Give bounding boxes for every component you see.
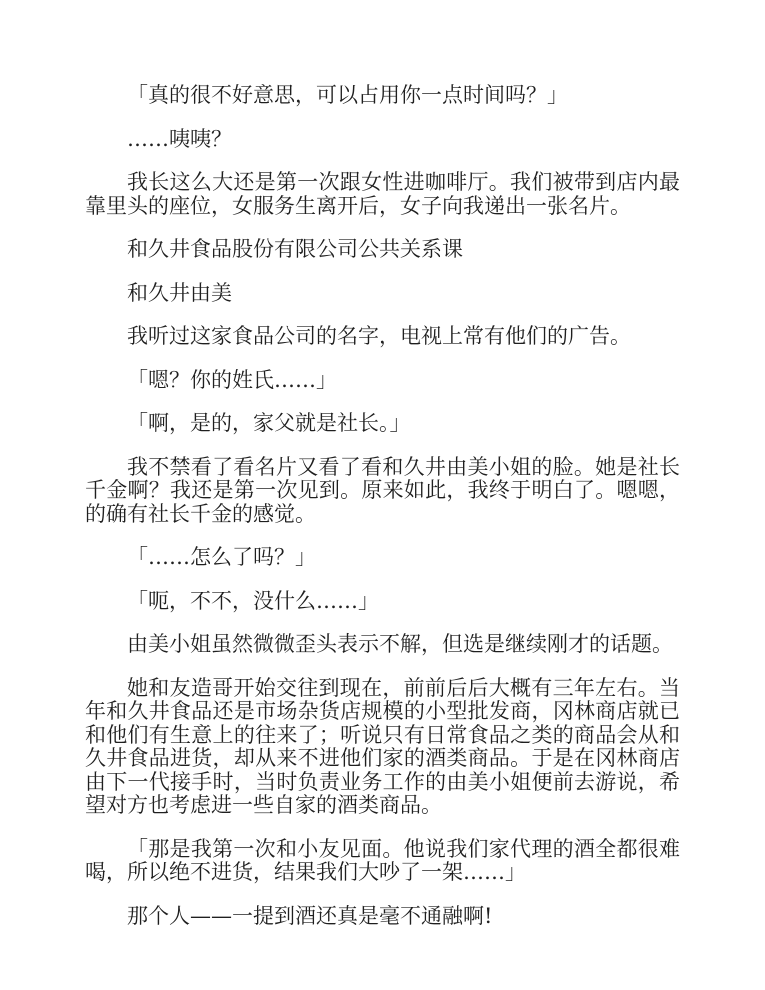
paragraph: ……咦咦？ <box>127 126 232 151</box>
paragraph: 和久井食品股份有限公司公共关系课 <box>127 237 463 261</box>
paragraph: 那个人——一提到酒还真是毫不通融啊! <box>127 903 493 928</box>
paragraph: 「啊，是的，家父就是社长。」 <box>127 411 411 435</box>
paragraph: 她和友造哥开始交往到现在，前前后后大概有三年左右。当年和久井食品还是市场杂货店规模的小型批发商，冈林商店就已和他们有生意上的往来了；听说只有日常食品之类的商品会从和久井食品进货，却从来不进他们家的酒类商品。于是在冈林商店由下一代接手时，当时负责业务工作的由美小姐便前去游说，希望对方也考虑进一些自家的酒类商品。 <box>85 675 680 817</box>
paragraph: 和久井由美 <box>127 280 232 305</box>
paragraph: 「嗯？你的姓氏……」 <box>127 367 337 392</box>
document-content <box>85 84 680 948</box>
paragraph: 「那是我第一次和小友见面。他说我们家代理的酒全都很难喝，所以绝不进货，结果我们大吵了一架……」 <box>85 836 680 884</box>
paragraph: 「……怎么了吗？」 <box>127 545 316 569</box>
paragraph: 我听过这家食品公司的名字，电视上常有他们的广告。 <box>127 324 631 348</box>
paragraph: 「呃，不不，没什么……」 <box>127 588 379 613</box>
paragraph: 「真的很不好意思，可以占用你一点时间吗？」 <box>127 83 568 107</box>
paragraph: 我长这么大还是第一次跟女性进咖啡厅。我们被带到店内最靠里头的座位，女服务生离开后，女子向我递出一张名片。 <box>85 170 680 218</box>
paragraph: 由美小姐虽然微微歪头表示不解，但选是继续刚才的话题。 <box>127 632 673 656</box>
paragraph: 我不禁看了看名片又看了看和久井由美小姐的脸。她是社长千金啊？我还是第一次见到。原来如此，我终于明白了。嗯嗯，的确有社长千金的感觉。 <box>85 454 680 526</box>
